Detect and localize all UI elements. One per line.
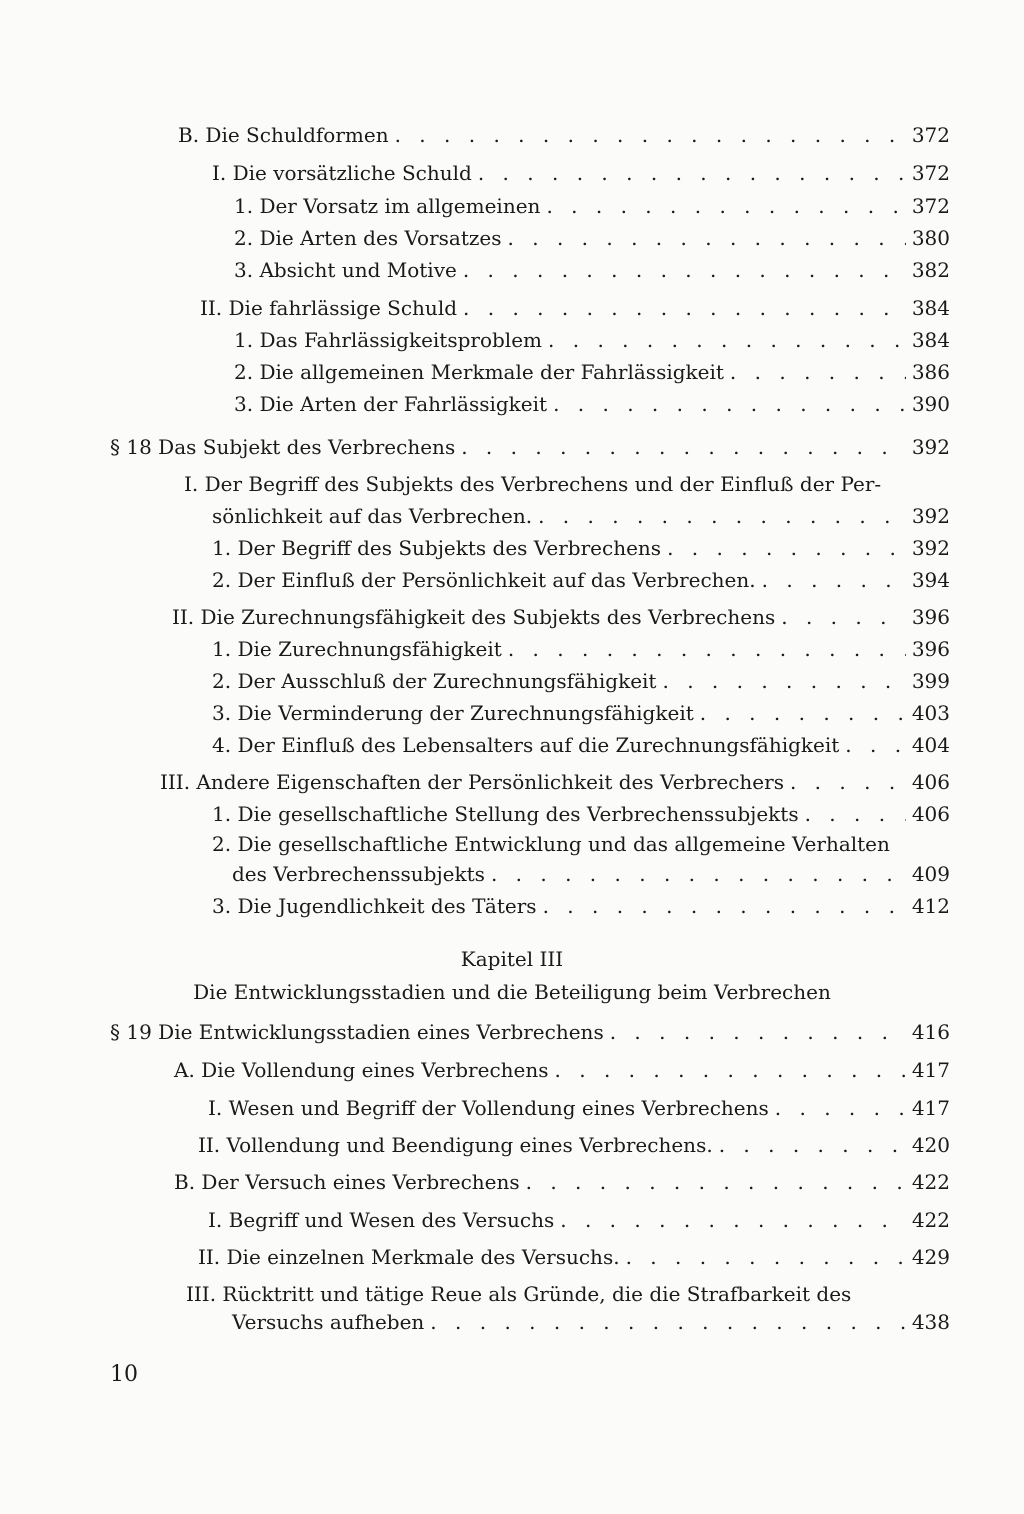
toc-entry: [234, 225, 950, 251]
toc-entry: [208, 1207, 950, 1233]
leader-dots: [626, 1244, 906, 1270]
toc-entry-label: 2. Die allgemeinen Merkmale der Fahrlässigkeit: [234, 360, 724, 384]
toc-entry: [178, 122, 950, 148]
toc-entry-page: 417: [911, 1058, 950, 1082]
toc-entry: [200, 295, 950, 321]
toc-entry-page: 372: [911, 123, 950, 147]
toc-entry-label: 1. Das Fahrlässigkeitsproblem: [234, 328, 543, 352]
toc-section-entry: [110, 1019, 950, 1045]
toc-entry-label: 3. Die Verminderung der Zurechnungsfähigkeit: [212, 701, 694, 725]
leader-dots: [430, 1309, 906, 1335]
leader-dots: [508, 636, 906, 662]
toc-entry-label: II. Die fahrlässige Schuld: [200, 296, 458, 320]
leader-dots: [730, 359, 906, 385]
leader-dots: [546, 193, 906, 219]
leader-dots: [845, 732, 906, 758]
toc-entry-label: § 18 Das Subjekt des Verbrechens: [110, 435, 456, 459]
toc-entry-page: 416: [911, 1020, 950, 1044]
toc-entry: [160, 769, 950, 795]
toc-entry: [212, 732, 950, 758]
toc-entry-page: 396: [911, 637, 950, 661]
leader-dots: [526, 1169, 906, 1195]
toc-entry-page: 409: [911, 862, 950, 886]
toc-entry: [212, 668, 950, 694]
leader-dots: [548, 327, 906, 353]
toc-entry: [232, 861, 950, 887]
toc-entry-label: A. Die Vollendung eines Verbrechens: [174, 1058, 549, 1082]
toc-entry: [212, 503, 950, 529]
toc-entry: [174, 1169, 950, 1195]
toc-entry-label: § 19 Die Entwicklungsstadien eines Verbrechens: [110, 1020, 604, 1044]
toc-entry-label: 2. Die Arten des Vorsatzes: [234, 226, 502, 250]
toc-entry-page: 438: [911, 1310, 950, 1334]
toc-entry: [234, 359, 950, 385]
toc-entry: [212, 700, 950, 726]
toc-entry-label: B. Der Versuch eines Verbrechens: [174, 1170, 520, 1194]
leader-dots: [667, 535, 906, 561]
toc-entry-page: 384: [911, 296, 950, 320]
toc-entry-page: 372: [911, 194, 950, 218]
leader-dots: [805, 801, 906, 827]
toc-entry: [234, 391, 950, 417]
toc-entry-first-line: 2. Die gesellschaftliche Entwicklung und das allgemeine Verhalten: [212, 832, 890, 856]
leader-dots: [553, 391, 906, 417]
toc-entry-page: 412: [911, 894, 950, 918]
leader-dots: [775, 1095, 906, 1121]
toc-entry-label: 1. Die Zurechnungsfähigkeit: [212, 637, 502, 661]
leader-dots: [395, 122, 906, 148]
toc-entry: [198, 1132, 950, 1158]
leader-dots: [700, 700, 906, 726]
toc-entry-page: 399: [911, 669, 950, 693]
leader-dots: [478, 160, 906, 186]
toc-entry-first-line: I. Der Begriff des Subjekts des Verbrechens und der Einfluß der Per-: [184, 472, 882, 496]
toc-entry: [212, 535, 950, 561]
toc-entry-label: 1. Der Vorsatz im allgemeinen: [234, 194, 541, 218]
toc-entry-page: 406: [911, 802, 950, 826]
toc-entry: [212, 636, 950, 662]
toc-entry-label: sönlichkeit auf das Verbrechen.: [212, 504, 533, 528]
toc-entry-label: I. Begriff und Wesen des Versuchs: [208, 1208, 555, 1232]
toc-entry: [208, 1095, 950, 1121]
toc-entry-label: 2. Der Ausschluß der Zurechnungsfähigkeit: [212, 669, 657, 693]
toc-entry-label: 3. Absicht und Motive: [234, 258, 457, 282]
toc-entry-page: 372: [911, 161, 950, 185]
toc-entry: [234, 327, 950, 353]
toc-entry-label: des Verbrechenssubjekts: [232, 862, 485, 886]
leader-dots: [762, 567, 906, 593]
toc-entry-page: 394: [911, 568, 950, 592]
toc-entry-page: 403: [911, 701, 950, 725]
toc-entry-page: 392: [911, 504, 950, 528]
chapter-title: Die Entwicklungsstadien und die Beteiligung beim Verbrechen: [193, 980, 831, 1004]
toc-entry-page: 422: [911, 1170, 950, 1194]
toc-entry: [212, 893, 950, 919]
toc-entry-label: III. Andere Eigenschaften der Persönlichkeit des Verbrechers: [160, 770, 784, 794]
leader-dots: [461, 434, 906, 460]
leader-dots: [463, 295, 906, 321]
leader-dots: [610, 1019, 906, 1045]
toc-entry-page: 386: [911, 360, 950, 384]
toc-entry-label: I. Die vorsätzliche Schuld: [212, 161, 472, 185]
chapter-number: Kapitel III: [460, 947, 564, 971]
toc-entry-label: 4. Der Einfluß des Lebensalters auf die Zurechnungsfähigkeit: [212, 733, 840, 757]
toc-section-entry: [110, 434, 950, 460]
toc-entry-page: 380: [911, 226, 950, 250]
leader-dots: [719, 1132, 906, 1158]
toc-entry-page: 429: [911, 1245, 950, 1269]
toc-entry: [234, 257, 950, 283]
toc-entry-label: I. Wesen und Begriff der Vollendung eines Verbrechens: [208, 1096, 769, 1120]
toc-entry: [198, 1244, 950, 1270]
leader-dots: [662, 668, 906, 694]
toc-entry-label: 1. Der Begriff des Subjekts des Verbrechens: [212, 536, 662, 560]
toc-entry-label: 3. Die Jugendlichkeit des Täters: [212, 894, 537, 918]
toc-entry-page: 406: [911, 770, 950, 794]
toc-entry-page: 384: [911, 328, 950, 352]
toc-entry-first-line: III. Rücktritt und tätige Reue als Gründe, die die Strafbarkeit des: [186, 1282, 852, 1306]
toc-entry: [174, 1057, 950, 1083]
leader-dots: [508, 225, 906, 251]
toc-entry-label: 3. Die Arten der Fahrlässigkeit: [234, 392, 548, 416]
leader-dots: [543, 893, 906, 919]
toc-entry-label: B. Die Schuldformen: [178, 123, 389, 147]
leader-dots: [555, 1057, 906, 1083]
toc-entry-page: 420: [911, 1133, 950, 1157]
toc-entry-page: 404: [911, 733, 950, 757]
toc-entry: [234, 193, 950, 219]
leader-dots: [560, 1207, 906, 1233]
page-number: 10: [110, 1362, 138, 1387]
toc-entry-page: 422: [911, 1208, 950, 1232]
leader-dots: [463, 257, 906, 283]
toc-entry-label: II. Die einzelnen Merkmale des Versuchs.: [198, 1245, 620, 1269]
leader-dots: [790, 769, 906, 795]
toc-entry: [212, 160, 950, 186]
toc-entry-page: 392: [911, 536, 950, 560]
toc-entry: [212, 801, 950, 827]
leader-dots: [781, 604, 906, 630]
toc-entry-label: II. Die Zurechnungsfähigkeit des Subjekts des Verbrechens: [172, 605, 776, 629]
toc-entry-page: 396: [911, 605, 950, 629]
toc-entry-page: 392: [911, 435, 950, 459]
toc-entry: [212, 567, 950, 593]
toc-entry-page: 390: [911, 392, 950, 416]
toc-entry-label: 2. Der Einfluß der Persönlichkeit auf das Verbrechen.: [212, 568, 756, 592]
toc-entry-label: 1. Die gesellschaftliche Stellung des Verbrechenssubjekts: [212, 802, 799, 826]
toc-entry: [232, 1309, 950, 1335]
toc-entry-label: Versuchs aufheben: [232, 1310, 425, 1334]
toc-entry-label: II. Vollendung und Beendigung eines Verbrechens.: [198, 1133, 713, 1157]
toc-entry: [172, 604, 950, 630]
leader-dots: [538, 503, 906, 529]
toc-entry-page: 382: [911, 258, 950, 282]
leader-dots: [491, 861, 906, 887]
toc-entry-page: 417: [911, 1096, 950, 1120]
